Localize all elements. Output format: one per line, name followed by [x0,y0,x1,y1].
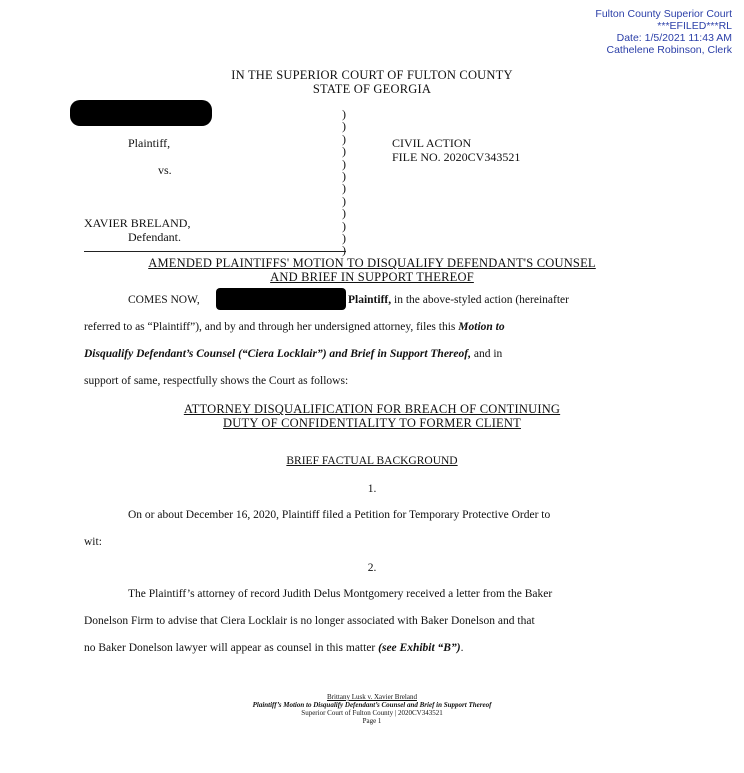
intro-line2-text: referred to as “Plaintiff”), and by and through her undersigned attorney, files this [84,321,456,333]
intro-line1-rest [348,294,569,306]
para2-line3-end: . [460,642,464,654]
caption-parens: ) ) ) ) ) ) ) ) ) ) ) ) [342,107,346,258]
exhibit-reference: (see Exhibit “B”) [378,642,461,654]
vs-label: vs. [158,163,172,177]
section-heading-line2: DUTY OF CONFIDENTIALITY TO FORMER CLIENT [223,416,521,430]
stamp-clerk: Cathelene Robinson, Clerk [606,44,732,56]
para2-number: 2. [367,562,377,574]
page-footer [0,693,744,725]
footer-court: Superior Court of Fulton County | 2020CV343521 [301,709,443,717]
footer-case: Brittany Lusk v. Xavier Breland [327,693,417,701]
para2-line3-text: no Baker Donelson lawyer will appear as counsel in this matter [84,642,376,654]
intro-line1 [128,294,200,306]
para1-number: 1. [367,483,377,495]
stamp-efiled: ***EFILED***RL [657,20,732,32]
defendant-label: Defendant. [128,230,181,244]
motion-title [0,256,744,284]
footer-title: Plaintiff’s Motion to Disqualify Defendant’s Counsel and Brief in Support Thereof [252,701,492,709]
defendant-name: XAVIER BRELAND, [84,216,191,230]
intro-line3 [84,348,502,360]
intro-line2-bold: Motion to [458,321,505,333]
plaintiff-label: Plaintiff, [128,136,171,150]
stamp-court: Fulton County Superior Court [595,8,732,20]
para2-line1: The Plaintiff’s attorney of record Judith Delus Montgomery received a letter from the Baker [128,588,553,600]
redacted-plaintiff-intro [216,288,346,310]
para2-line2: Donelson Firm to advise that Ciera Locklair is no longer associated with Baker Donelson and that [84,615,535,627]
court-heading [0,68,744,96]
para1-line1: On or about December 16, 2020, Plaintiff filed a Petition for Temporary Protective Order to [128,509,551,521]
background-heading: BRIEF FACTUAL BACKGROUND [286,455,458,467]
civil-action-label: CIVIL ACTION [392,136,472,150]
section-heading-line1: ATTORNEY DISQUALIFICATION FOR BREACH OF CONTINUING [183,402,561,416]
file-number: FILE NO. 2020CV343521 [392,150,521,164]
footer-page: Page 1 [362,717,382,725]
plaintiff-bold: Plaintiff, [348,294,392,306]
comes-now: COMES NOW, [128,294,200,306]
caption-rule [84,251,346,252]
stamp-date: Date: 1/5/2021 11:43 AM [616,32,732,44]
para1-line2: wit: [84,536,102,548]
motion-title-line2: AND BRIEF IN SUPPORT THEREOF [270,270,474,284]
intro-line4: support of same, respectfully shows the Court as follows: [84,375,349,387]
intro-line3-bold: Disqualify Defendant’s Counsel (“Ciera Locklair”) and Brief in Support Thereof, [84,348,471,360]
para2-line3 [84,642,463,654]
efile-stamp [595,8,732,56]
section-heading [0,402,744,430]
intro-line2 [84,321,505,333]
intro-line1-text: in the above-styled action (hereinafter [394,294,569,306]
court-name: IN THE SUPERIOR COURT OF FULTON COUNTY [231,68,513,82]
motion-title-line1: AMENDED PLAINTIFFS' MOTION TO DISQUALIFY DEFENDANT'S COUNSEL [148,256,596,270]
court-state: STATE OF GEORGIA [312,82,432,96]
intro-line3-text: and in [473,348,503,360]
redacted-plaintiff-name [70,100,212,126]
